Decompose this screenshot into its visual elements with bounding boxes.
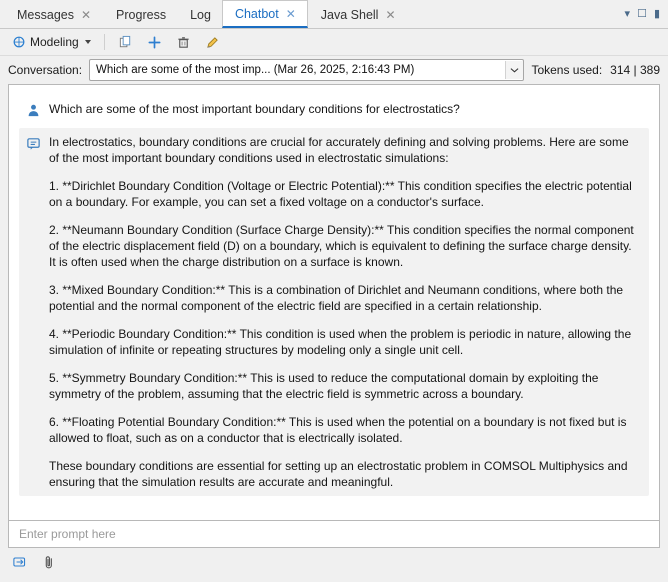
copy-icon [118, 35, 133, 50]
message-paragraph: 5. **Symmetry Boundary Condition:** This is used to reduce the computational domain by exploiting the symmetry of the problem, assuming that the electric field is symmetric across a boundary. [49, 371, 599, 401]
modeling-label: Modeling [30, 35, 79, 49]
highlighter-button[interactable] [199, 32, 226, 53]
modeling-button[interactable] [6, 32, 97, 52]
tokens-used-value: 314 | 389 [610, 63, 660, 77]
tab-java-shell[interactable] [308, 0, 408, 28]
tab-label: Progress [116, 7, 167, 22]
prompt-input[interactable] [17, 526, 651, 542]
delete-icon [176, 35, 191, 50]
tab-label: Messages [17, 7, 74, 22]
tab-label: Log [190, 7, 211, 22]
copy-button[interactable] [112, 32, 139, 53]
bottom-bar [0, 548, 668, 576]
add-icon [147, 35, 162, 50]
chatbot-icon [25, 135, 41, 151]
conversation-select[interactable] [89, 59, 524, 81]
message-body [49, 101, 641, 117]
bottom-spacer [0, 576, 668, 582]
tokens-used [531, 63, 660, 77]
chevron-down-icon[interactable]: ▾ [624, 7, 631, 20]
modeling-icon [12, 35, 26, 49]
message-paragraph: 1. **Dirichlet Boundary Condition (Voltage or Electric Potential):** This condition specifies the electric potential on a boundary. For example, you can set a fixed voltage on a conductor's surface. [49, 179, 632, 209]
chat-scroll[interactable] [9, 85, 659, 520]
delete-button[interactable] [170, 32, 197, 53]
message-paragraph: 3. **Mixed Boundary Condition:** This is a combination of Dirichlet and Neumann conditions, where both the potential and the normal component of the electric field are specified in a certain relationship. [49, 283, 624, 313]
tab-bar [0, 0, 668, 29]
window-controls [621, 0, 668, 28]
tab-progress[interactable] [103, 0, 177, 28]
send-prompt-icon[interactable] [12, 553, 30, 571]
message-paragraph: 2. **Neumann Boundary Condition (Surface Charge Density):** This condition specifies the normal component of the electric displacement field (D) on a boundary, which is equivalent to defining the surface charge density. It is often used when the charge distribution on a surface is known. [49, 223, 634, 269]
user-icon [25, 102, 41, 118]
message-paragraph: Which are some of the most important boundary conditions for electrostatics? [49, 102, 460, 116]
highlighter-icon [205, 35, 220, 50]
chat-message-assistant [19, 128, 649, 496]
message-paragraph: 4. **Periodic Boundary Condition:** This condition is used when the problem is periodic in nature, allowing the simulation of infinite or repeating structures by modeling only a single unit cell. [49, 327, 632, 357]
message-paragraph: These boundary conditions are essential for setting up an electrostatic problem in COMSOL Multiphysics and ensuring that the simulation results are accurate and meaningful. [49, 459, 628, 489]
chevron-down-icon[interactable] [85, 40, 91, 44]
chatbot-toolbar [0, 29, 668, 56]
conversation-selected-value: Which are some of the most imp... (Mar 26, 2025, 2:16:43 PM) [96, 64, 415, 76]
close-icon[interactable]: ✕ [385, 7, 396, 22]
message-body [49, 134, 641, 490]
chevron-down-icon[interactable] [505, 61, 523, 79]
close-icon[interactable]: ✕ [285, 6, 296, 21]
conversation-label: Conversation: [8, 63, 83, 77]
message-paragraph: In electrostatics, boundary conditions are crucial for accurately defining and solving problems. Here are some of the most important boundary conditions used in electrostatic simulations: [49, 135, 629, 165]
attachment-icon[interactable] [40, 553, 58, 571]
tokens-used-label: Tokens used: [531, 63, 603, 77]
tab-log[interactable] [177, 0, 222, 28]
panel-layout-icon[interactable]: ▮ [653, 7, 660, 20]
tab-messages[interactable] [4, 0, 103, 28]
restore-window-icon[interactable]: ☐ [637, 7, 647, 20]
chat-area [8, 84, 660, 521]
add-button[interactable] [141, 32, 168, 53]
conversation-row [0, 56, 668, 84]
toolbar-separator [104, 34, 105, 50]
tab-chatbot[interactable] [222, 0, 308, 28]
prompt-box[interactable] [8, 521, 660, 548]
chat-message-user [19, 95, 649, 124]
message-paragraph: 6. **Floating Potential Boundary Condition:** This is used when the potential on a boundary is not fixed but is allowed to float, such as on a conductor that is electrically isolated. [49, 415, 627, 445]
tab-label: Chatbot [234, 6, 279, 21]
close-icon[interactable]: ✕ [80, 7, 92, 22]
tab-label: Java Shell [320, 7, 379, 22]
